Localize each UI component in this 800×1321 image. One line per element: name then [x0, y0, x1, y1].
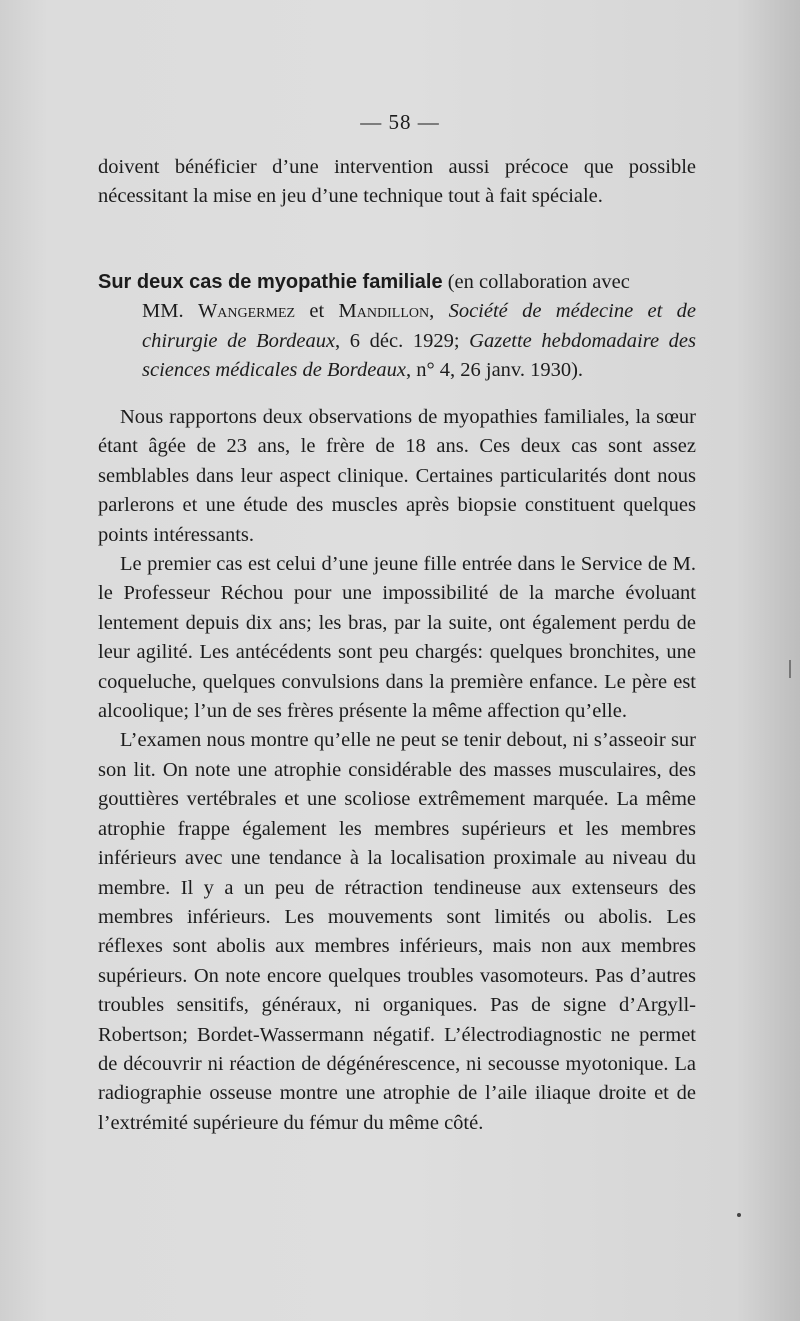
- reference-collab-prefix: (en collaboration avec: [447, 271, 630, 293]
- reference-conjunction: et: [309, 300, 325, 323]
- body-paragraph-2: Le premier cas est celui d’une jeune fille entrée dans le Service de M. le Professeur Réchou pour une impossibilité de la marche évoluant lentement depuis dix ans; les bras, par la suite, ont également perdu de leur agilité. Les antécédents sont peu chargés: quelques bronchites, une coqueluche, quelques convulsions dans la première enfance. Le père est alcoolique; l’un de ses frères présente la même affection qu’elle.: [98, 553, 696, 723]
- page-number: — 58 —: [360, 110, 440, 134]
- reference-first-line: [98, 268, 696, 297]
- reference-date-2: , n° 4, 26 janv. 1930).: [405, 358, 584, 381]
- body-text: [98, 403, 696, 1138]
- body-paragraph-1: Nous rapportons deux observations de myopathies familiales, la sœur étant âgée de 23 ans, le frère de 18 ans. Ces deux cas sont assez semblables dans leur aspect clinique. Certaines particularités dont nous parlerons et une étude des muscles après biopsie constituent quelques points intéressants.: [98, 406, 696, 546]
- reference-author-2: Mandillon: [338, 300, 430, 323]
- intro-text: doivent bénéficier d’une intervention aussi précoce que possible nécessitant la mise en jeu d’une technique tout à fait spéciale.: [98, 156, 696, 208]
- body-paragraph-3: L’examen nous montre qu’elle ne peut se tenir debout, ni s’asseoir sur son lit. On note une atrophie considérable des masses musculaires, des gouttières vertébrales et une scoliose extrêmement marquée. La même atrophie frappe également les membres supérieurs et les membres inférieurs avec une tendance à la localisation proximale au niveau du membre. Il y a un peu de rétraction tendineuse aux extenseurs des membres inférieurs. Les mouvements sont limités ou abolis. Les réflexes sont abolis aux membres inférieurs, mais non aux membres supérieurs. On note encore quelques troubles vasomoteurs. Pas d’autres troubles sensitifs, généraux, ni organiques. Pas de signe d’Argyll-Robertson; Bordet-Wassermann négatif. L’électrodiagnostic ne permet de découvrir ni réaction de dégénérescence, ni secousse myotonique. La radiographie osseuse montre une atrophie de l’aile iliaque droite et de l’extrémité supérieure du fémur du même côté.: [98, 729, 696, 1134]
- reference-details: MM. Wangermez et Mandillon, Société de médecine et de chirurgie de Bordeaux, 6 déc. 1929; Gazette hebdomadaire des sciences médicales de Bordeaux, n° 4, 26 janv. 1930).: [142, 300, 697, 381]
- reference-date-1: , 6 déc. 1929;: [335, 329, 460, 352]
- reference-mm: MM.: [142, 300, 184, 323]
- intro-paragraph: [98, 153, 696, 212]
- ink-speck: [737, 1213, 741, 1217]
- edge-mark: [789, 660, 791, 678]
- reference-author-1: Wangermez: [197, 300, 296, 323]
- reference-journal-1: Société de médecine et de chirurgie de Bordeaux: [142, 300, 697, 352]
- reference-title: Sur deux cas de myopathie familiale: [98, 271, 443, 293]
- reference-journal-2: Gazette hebdomadaire des sciences médicales de Bordeaux: [142, 329, 696, 381]
- reference-entry: [98, 268, 696, 385]
